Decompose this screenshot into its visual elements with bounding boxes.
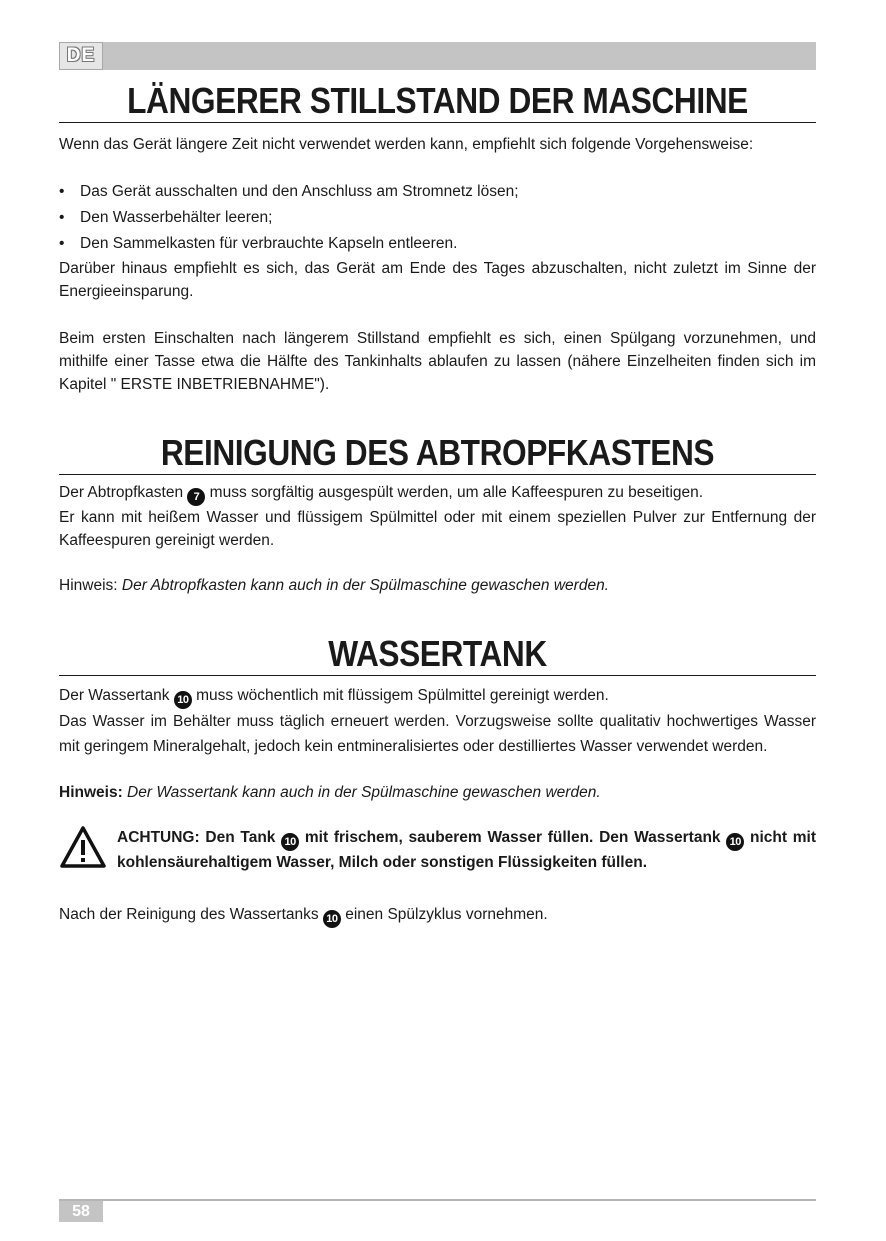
list-item: • Den Sammelkasten für verbrauchte Kapseln entleeren. (59, 231, 816, 257)
drip-tray-note: Hinweis: Der Abtropfkasten kann auch in der Spülmaschine gewaschen werden. (59, 577, 609, 594)
warning-triangle-icon (59, 825, 107, 869)
reference-number-badge: 10 (726, 833, 744, 851)
reference-number-badge: 10 (323, 910, 341, 928)
section-title-abtropfkasten: REINIGUNG DES ABTROPFKASTENS (160, 432, 715, 473)
reference-number-badge: 10 (174, 691, 192, 709)
first-start-paragraph: Beim ersten Einschalten nach längerem Stillstand empfiehlt es sich, einen Spülgang vorzunehmen, und mithilfe einer Tasse etwa die Hälfte des Tankinhalts ablaufen zu lassen (nähere Einzelheiten finden sich im Kapitel " ERSTE INBETRIEBNAHME"). (59, 330, 816, 393)
drip-tray-line2: Er kann mit heißem Wasser und flüssigem Spülmittel oder mit einem speziellen Pulver zur Entfernung der Kaffeespuren gereinigt werden. (59, 509, 816, 549)
warning-text: ACHTUNG: Den Tank 10 mit frischem, sauberem Wasser füllen. Den Wassertank 10 nicht mit kohlensäurehaltigem Wasser, Milch oder sonstigen Flüssigkeiten füllen. (117, 829, 816, 871)
header-bar (59, 42, 816, 70)
reference-number-badge: 10 (281, 833, 299, 851)
tank-line2: Das Wasser im Behälter muss täglich erneuert werden. Vorzugsweise sollte qualitativ hochwertiges Wasser mit geringem Mineralgehalt, jedoch kein entmineralisiertes oder destilliertes Wasser verwendet werden. (59, 713, 816, 755)
section-title-wassertank: WASSERTANK (328, 633, 547, 674)
energy-paragraph: Darüber hinaus empfiehlt es sich, das Gerät am Ende des Tages abzuschalten, nicht zuletzt im Sinne der Energieeinsparung. (59, 260, 816, 300)
list-item: • Das Gerät ausschalten und den Anschluss am Stromnetz lösen; (59, 179, 816, 205)
page-number: 58 (59, 1201, 103, 1222)
drip-tray-line1: Der Abtropfkasten 7 muss sorgfältig ausgespült werden, um alle Kaffeespuren zu beseitigen. (59, 481, 816, 506)
section-heading-rule (59, 80, 816, 123)
footer-rule (59, 1199, 816, 1201)
intro-paragraph: Wenn das Gerät längere Zeit nicht verwendet werden kann, empfiehlt sich folgende Vorgehensweise: (59, 136, 754, 153)
tank-line1: Der Wassertank 10 muss wöchentlich mit flüssigem Spülmittel gereinigt werden. (59, 684, 816, 709)
steps-list (59, 179, 816, 257)
after-cleaning-line: Nach der Reinigung des Wassertanks 10 einen Spülzyklus vornehmen. (59, 903, 816, 928)
reference-number-badge: 7 (187, 488, 205, 506)
section-heading-rule (59, 633, 816, 676)
language-badge: DE (59, 42, 103, 70)
list-item: • Den Wasserbehälter leeren; (59, 205, 816, 231)
section-title-stillstand: LÄNGERER STILLSTAND DER MASCHINE (127, 80, 748, 121)
warning-block (59, 826, 816, 875)
tank-note: Hinweis: Der Wassertank kann auch in der Spülmaschine gewaschen werden. (59, 784, 601, 801)
page-content (59, 80, 816, 928)
section-heading-rule (59, 432, 816, 475)
